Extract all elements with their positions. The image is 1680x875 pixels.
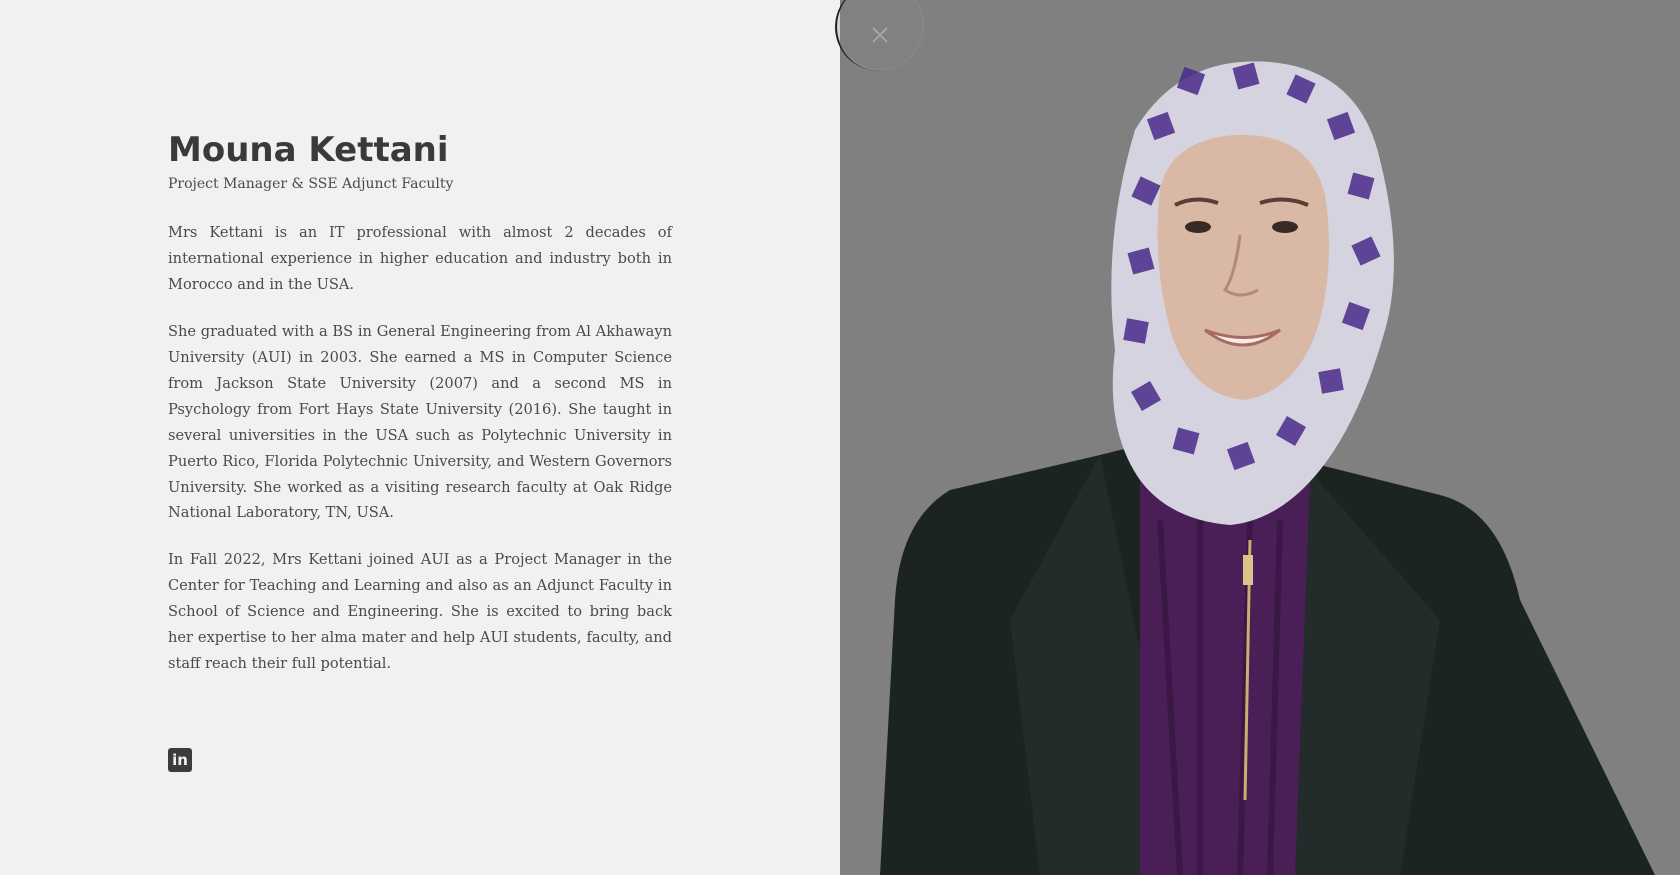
portrait-panel <box>840 0 1680 875</box>
linkedin-icon[interactable] <box>168 748 192 772</box>
profile-content <box>168 130 672 698</box>
profile-bio <box>168 220 672 677</box>
bio-paragraph: Mrs Kettani is an IT professional with almost 2 decades of international experience in higher education and industry both in Morocco and in the USA. <box>168 224 672 294</box>
profile-role: Project Manager & SSE Adjunct Faculty <box>168 175 454 192</box>
bio-paragraph: She graduated with a BS in General Engineering from Al Akhawayn University (AUI) in 2003. She earned a MS in Computer Science from Jackson State University (2007) and a second MS in Psychology from Fort Hays State University (2016). She taught in several universities in the USA such as Polytechnic University in Puerto Rico, Florida Polytechnic University, and Western Governors University. She worked as a visiting research faculty at Oak Ridge National Laboratory, TN, USA. <box>168 323 672 522</box>
linkedin-glyph: in <box>172 751 188 769</box>
profile-name: Mouna Kettani <box>168 130 449 170</box>
social-links <box>168 748 192 772</box>
bio-paragraph: In Fall 2022, Mrs Kettani joined AUI as a Project Manager in the Center for Teaching and Learning and also as an Adjunct Faculty in School of Science and Engineering. She is excited to bring back her expertise to her alma mater and help AUI students, faculty, and staff reach their full potential. <box>168 551 672 672</box>
portrait-photo <box>840 0 1680 875</box>
